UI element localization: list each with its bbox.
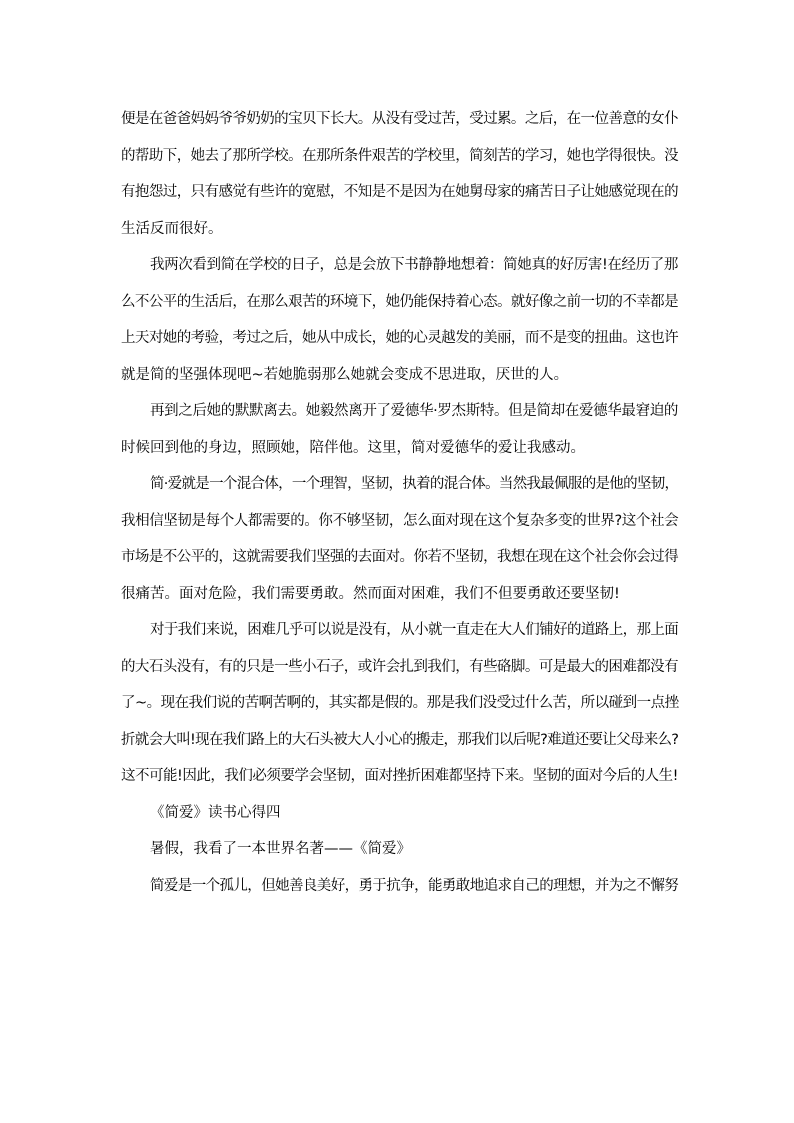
- text-line: 生活反而很好。: [121, 220, 223, 237]
- paragraph-first-line: 再到之后她的默默离去。她毅然离开了爱德华·罗杰斯特。但是简却在爱德华最窘迫的: [150, 403, 678, 419]
- text-line: 上天对她的考验，考过之后，她从中成长，她的心灵越发的美丽，而不是变的扭曲。这也许: [121, 330, 678, 346]
- paragraph-first-line: 简爱是一个孤儿，但她善良美好，勇于抗争，能勇敢地追求自己的理想，并为之不懈努: [150, 877, 679, 894]
- paragraph-first-line: 简·爱就是一个混合体，一个理智，坚韧，执着的混合体。当然我最佩服的是他的坚韧，: [150, 476, 679, 492]
- text-line: 就是简的坚强体现吧~若她脆弱那么她就会变成不思进取，厌世的人。: [121, 366, 569, 383]
- text-line: 这不可能!因此，我们必须要学会坚韧，面对挫折困难都坚持下来。坚韧的面对今后的人生!: [121, 768, 678, 784]
- document-body: [121, 101, 678, 904]
- text-line: 市场是不公平的，这就需要我们坚强的去面对。你若不坚韧，我想在现在这个社会你会过得: [121, 549, 678, 565]
- paragraph-first-line: 对于我们来说，困难几乎可以说是没有，从小就一直走在大人们铺好的道路上，那上面: [150, 622, 679, 638]
- paragraph-first-line: 我两次看到简在学校的日子，总是会放下书静静地想着：简她真的好厉害!在经历了那: [150, 257, 678, 273]
- text-line: 我相信坚韧是每个人都需要的。你不够坚韧，怎么面对现在这个复杂多变的世界?这个社会: [121, 512, 679, 529]
- text-line: 很痛苦。面对危险，我们需要勇敢。然而面对困难，我们不但要勇敢还要坚韧!: [121, 585, 620, 602]
- section-heading: 《简爱》读书心得四: [150, 804, 281, 821]
- text-line: 便是在爸爸妈妈爷爷奶奶的宝贝下长大。从没有受过苦，受过累。之后，在一位善意的女仆: [121, 111, 678, 127]
- text-line: 么不公平的生活后，在那么艰苦的环境下，她仍能保持着心态。就好像之前一切的不幸都是: [121, 293, 678, 310]
- text-line: 了~。现在我们说的苦啊苦啊的，其实都是假的。那是我们没受过什么苦，所以碰到一点挫: [121, 695, 679, 711]
- paragraph-first-line: 暑假，我看了一本世界名著——《简爱》: [150, 841, 411, 857]
- text-line: 时候回到他的身边，照顾她，陪伴他。这里，简对爱德华的爱让我感动。: [121, 439, 585, 456]
- text-line: 折就会大叫!现在我们路上的大石头被大人小心的搬走，那我们以后呢?难道还要让父母来么?: [121, 731, 679, 748]
- text-line: 有抱怨过，只有感觉有些许的宽慰，不知是不是因为在她舅母家的痛苦日子让她感觉现在的: [121, 184, 678, 200]
- text-line: 的帮助下，她去了那所学校。在那所条件艰苦的学校里，简刻苦的学习，她也学得很快。没: [121, 147, 678, 164]
- text-line: 的大石头没有，有的只是一些小石子，或许会扎到我们，有些硌脚。可是最大的困难都没有: [121, 658, 678, 675]
